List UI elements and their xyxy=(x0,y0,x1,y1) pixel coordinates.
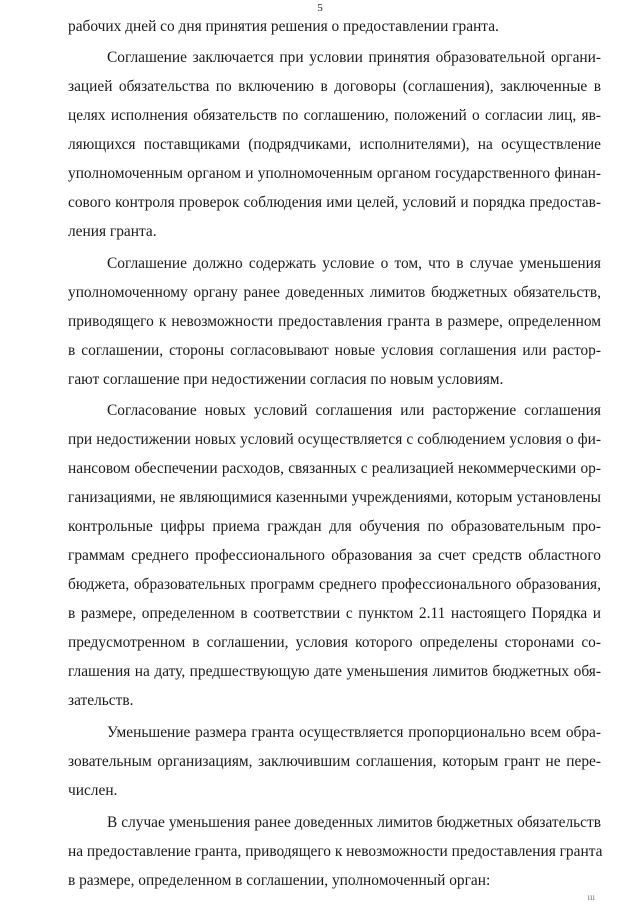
text-line xyxy=(0,455,640,483)
text-line-content: приводящего к невозможности предоставления гранта в размере, определенном xyxy=(68,313,601,330)
text-line xyxy=(0,600,640,628)
corner-mark: ııı xyxy=(587,892,595,902)
text-line xyxy=(0,44,640,72)
text-line-content: контрольные цифры приема граждан для обучения по образовательным про- xyxy=(68,518,601,535)
text-line-content: уполномоченным органом и уполномоченным органом государственного финан- xyxy=(68,165,601,182)
text-line xyxy=(0,658,640,686)
text-line xyxy=(0,687,640,715)
text-line xyxy=(0,571,640,599)
text-line-content: Соглашение заключается при условии принятия образовательной органи- xyxy=(107,49,601,66)
text-line-content: гают соглашение при недостижении согласия по новым условиям. xyxy=(68,371,504,388)
text-line xyxy=(0,102,640,130)
text-line xyxy=(0,160,640,188)
text-line-content: Соглашение должно содержать условие о том, что в случае уменьшения xyxy=(107,255,601,272)
text-line xyxy=(0,629,640,657)
text-line-content: сового контроля проверок соблюдения ими целей, условий и порядка предостав- xyxy=(68,194,601,211)
text-line xyxy=(0,73,640,101)
text-line-content: числен. xyxy=(68,782,118,799)
text-line-content: зательств. xyxy=(68,692,134,709)
text-line xyxy=(0,748,640,776)
text-line xyxy=(0,308,640,336)
text-line xyxy=(0,513,640,541)
text-line xyxy=(0,189,640,217)
text-line xyxy=(0,218,640,246)
text-line-content: предусмотренном в соглашении, условия которого определены сторонами со- xyxy=(68,634,601,651)
text-line-content: в размере, определенном в соответствии с пунктом 2.11 настоящего Порядка и xyxy=(68,605,601,622)
text-line xyxy=(0,131,640,159)
text-line xyxy=(0,366,640,394)
text-line-content: граммам среднего профессионального образования за счет средств областного xyxy=(68,547,601,564)
text-line-content: глашения на дату, предшествующую дате уменьшения лимитов бюджетных обя- xyxy=(68,663,601,680)
page-number: 5 xyxy=(317,2,323,14)
text-line xyxy=(0,719,640,747)
text-line-content: в размере, определенном в соглашении, уполномоченный орган: xyxy=(68,872,491,889)
text-line xyxy=(0,426,640,454)
text-line-content: нансовом обеспечении расходов, связанных с реализацией некоммерческими ор- xyxy=(68,460,601,477)
text-line xyxy=(0,777,640,805)
text-line-content: В случае уменьшения ранее доведенных лимитов бюджетных обязательств xyxy=(107,814,601,831)
text-line xyxy=(0,867,640,895)
text-line-content: при недостижении новых условий осуществляется с соблюдением условия о фи- xyxy=(68,431,601,448)
text-line xyxy=(0,13,640,41)
text-line xyxy=(0,542,640,570)
text-line-content: на предоставление гранта, приводящего к невозможности предоставления гранта xyxy=(68,843,603,860)
text-line-content: зацией обязательства по включению в договоры (соглашения), заключенные в xyxy=(68,78,601,95)
text-line-content: ляющихся поставщиками (подрядчиками, исполнителями), на осуществление xyxy=(68,136,601,153)
text-line xyxy=(0,279,640,307)
text-line xyxy=(0,838,640,866)
text-line-content: рабочих дней со дня принятия решения о предоставлении гранта. xyxy=(68,18,499,35)
text-line-content: бюджета, образовательных программ среднего профессионального образования, xyxy=(68,576,601,593)
text-line-content: Согласование новых условий соглашения или расторжение соглашения xyxy=(107,402,601,419)
text-line-content: целях исполнения обязательств по соглашению, положений о согласии лиц, яв- xyxy=(68,107,601,124)
text-line-content: уполномоченному органу ранее доведенных лимитов бюджетных обязательств, xyxy=(68,284,601,301)
text-line-content: ления гранта. xyxy=(68,223,157,240)
text-line-content: в соглашении, стороны согласовывают новые условия соглашения или растор- xyxy=(68,342,601,359)
text-line xyxy=(0,250,640,278)
text-line xyxy=(0,337,640,365)
text-line-content: зовательным организациям, заключившим соглашения, которым грант не пере- xyxy=(68,753,601,770)
text-line-content: ганизациями, не являющимися казенными учреждениями, которым установлены xyxy=(68,489,601,506)
text-line xyxy=(0,809,640,837)
text-line xyxy=(0,484,640,512)
text-line xyxy=(0,397,640,425)
text-line-content: Уменьшение размера гранта осуществляется пропорционально всем обра- xyxy=(107,724,601,741)
